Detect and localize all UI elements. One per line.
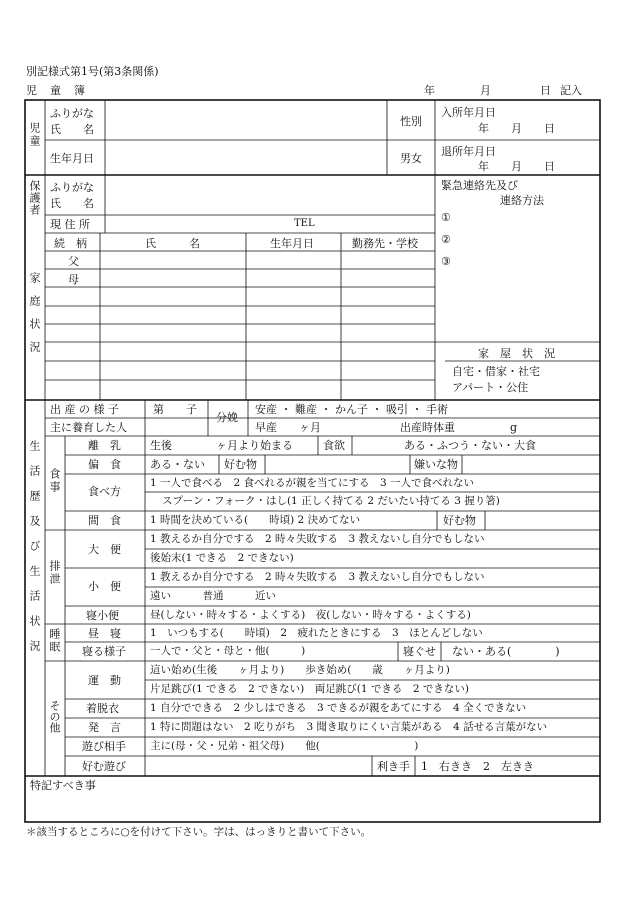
excretion-group-label: 排泄 [48,560,61,586]
playmate-options[interactable]: 主に(母・父・兄弟・祖父母) 他( ) [150,740,419,752]
urine-options-1[interactable]: 1 教えるか自分でする 2 時々失敗する 3 教えないし自分でもしない [150,571,485,583]
weaning-value[interactable]: 生後 ヶ月より始まる [150,439,293,452]
guardian-name-input[interactable] [106,176,434,214]
child-birthdate-input[interactable] [106,141,386,174]
leave-date-fields[interactable]: 年 月 日 [478,160,555,173]
form-number: 別記様式第1号(第3条関係) [26,65,159,78]
stool-options-1[interactable]: 1 教えるか自分でする 2 時々失敗する 3 教えないし自分でもしない [150,533,485,545]
family-header-birthdate: 生年月日 [270,237,314,250]
child-name-label: 氏 名 [50,123,94,136]
premature-months[interactable]: 早産 ヶ月 [255,421,321,434]
weaning-label: 離 乳 [88,439,121,452]
disliked-food-label: 嫌いな物 [414,458,458,471]
delivery-label: 分娩 [216,411,238,424]
eating-label: 食べ方 [88,485,121,498]
family-relation-father: 父 [68,255,79,268]
guardian-address-label: 現 住 所 [50,218,90,231]
admission-date-label: 入所年月日 [441,106,496,119]
emergency-contact-title: 緊急連絡先及び [441,179,518,192]
contact-2[interactable]: ② [441,233,451,246]
urine-label: 小 便 [88,580,121,593]
picky-label: 偏 食 [88,458,121,471]
snack-label: 間 食 [88,514,121,527]
history-section-label: 生活歴及び生活状況 [28,440,41,665]
contact-3[interactable]: ③ [441,255,451,268]
guardian-name-label: 氏 名 [50,197,94,210]
housing-title: 家 屋 状 況 [478,347,555,360]
liked-food-label: 好む物 [224,458,257,471]
housing-options-1[interactable]: 自宅・借家・社宅 [452,365,540,378]
birth-order[interactable]: 第 子 [153,403,197,416]
eating-options-2[interactable]: スプーン・フォーク・はし(1 正しく持てる 2 だいたい持てる 3 握り箸) [162,495,500,507]
other-group-label: その他 [48,700,61,733]
motor-options-2[interactable]: 片足跳び(1 できる 2 できない) 両足跳び(1 できる 2 できない) [150,683,469,695]
emergency-contact-method: 連絡方法 [500,194,544,207]
snack-options[interactable]: 1 時間を決めている( 時頃) 2 決めてない [150,514,361,526]
guardian-section-label: 保護者 [28,180,41,216]
birth-weight[interactable]: 出産時体重 g [400,421,518,434]
dressing-label: 着脱衣 [86,702,119,715]
eating-options-1[interactable]: 1 一人で食べる 2 食べれるが親を当てにする 3 一人で食べれない [150,477,475,489]
delivery-options[interactable]: 安産 ・ 難産 ・ かん子 ・ 吸引 ・ 手術 [255,403,448,416]
nap-label: 昼 寝 [88,627,121,640]
stool-label: 大 便 [88,543,121,556]
admission-date-fields[interactable]: 年 月 日 [478,122,555,135]
motor-options-1[interactable]: 這い始め(生後 ヶ月より) 歩き始め( 歳 ヶ月より) [150,664,450,676]
favorite-play-label: 好む遊び [82,760,126,773]
sleep-style-options[interactable]: 一人で・父と・母と・他( ) [150,645,306,657]
playmate-label: 遊び相手 [82,740,126,753]
favorite-play-input[interactable] [146,757,371,775]
nap-options[interactable]: 1 いつもする( 時頃) 2 疲れたときにする 3 ほとんどしない [150,627,483,639]
child-sex-options[interactable]: 男女 [400,152,422,165]
special-notes-input[interactable] [26,794,598,821]
handedness-options[interactable]: 1 右きき 2 左きき [421,760,534,773]
speech-label: 発 言 [88,721,121,734]
child-birthdate-label: 生年月日 [50,152,94,165]
appetite-label: 食欲 [323,439,345,452]
sleep-habit-label: 寝ぐせ [403,645,436,658]
date-day-label: 日 [540,84,551,97]
register-title: 児 童 簿 [26,84,86,97]
guardian-tel-label: TEL [294,218,315,229]
date-month-label: 月 [480,84,491,97]
snack-liked-label: 好む物 [443,514,476,527]
child-name-input[interactable] [106,101,386,139]
housing-options-2[interactable]: アパート・公住 [452,381,529,394]
family-relation-mother: 母 [68,273,79,286]
sleep-group-label: 睡眠 [48,628,61,654]
urine-options-2[interactable]: 遠い 普通 近い [150,590,276,602]
footer-note: ＊該当するところに○を付けて下さい。字は、はっきりと書いて下さい。 [26,826,372,838]
special-notes-label: 特記すべき事 [30,779,96,792]
family-header-relation: 続 柄 [54,237,87,250]
family-header-name: 氏 名 [145,237,200,250]
guardian-furigana-label: ふりがな [50,181,94,194]
child-furigana-label: ふりがな [50,107,94,120]
motor-label: 運 動 [88,674,121,687]
child-sex-label: 性別 [400,115,422,128]
sleep-style-label: 寝る様子 [82,645,126,658]
date-suffix-label: 記入 [560,84,582,97]
date-year-label: 年 [424,84,435,97]
family-header-workplace: 勤務先・学校 [352,237,418,250]
dressing-options[interactable]: 1 自分でできる 2 少しはできる 3 できるが親をあてにする 4 全くできない [150,702,527,714]
birth-condition-label: 出 産 の 様 子 [50,403,119,416]
child-section-label: 児童 [28,122,41,148]
bedwetting-options[interactable]: 昼(しない・時々する・よくする) 夜(しない・時々する・よくする) [150,609,471,621]
contact-1[interactable]: ① [441,211,451,224]
appetite-options[interactable]: ある・ふつう・ない・大食 [404,439,536,452]
handedness-label: 利き手 [377,760,410,773]
caregiver-label: 主に養育した人 [50,421,127,434]
sleep-habit-options[interactable]: ない・ある( ) [452,645,560,658]
family-section-label: 家庭状況 [28,272,41,364]
leave-date-label: 退所年月日 [441,145,496,158]
bedwetting-label: 寝小便 [86,609,119,622]
stool-options-2[interactable]: 後始末(1 できる 2 できない) [150,552,294,564]
speech-options[interactable]: 1 特に問題はない 2 吃りがち 3 聞き取りにくい言葉がある 4 話せる言葉がない [150,721,548,733]
meal-group-label: 食事 [48,468,61,494]
picky-options[interactable]: ある・ない [150,458,205,471]
